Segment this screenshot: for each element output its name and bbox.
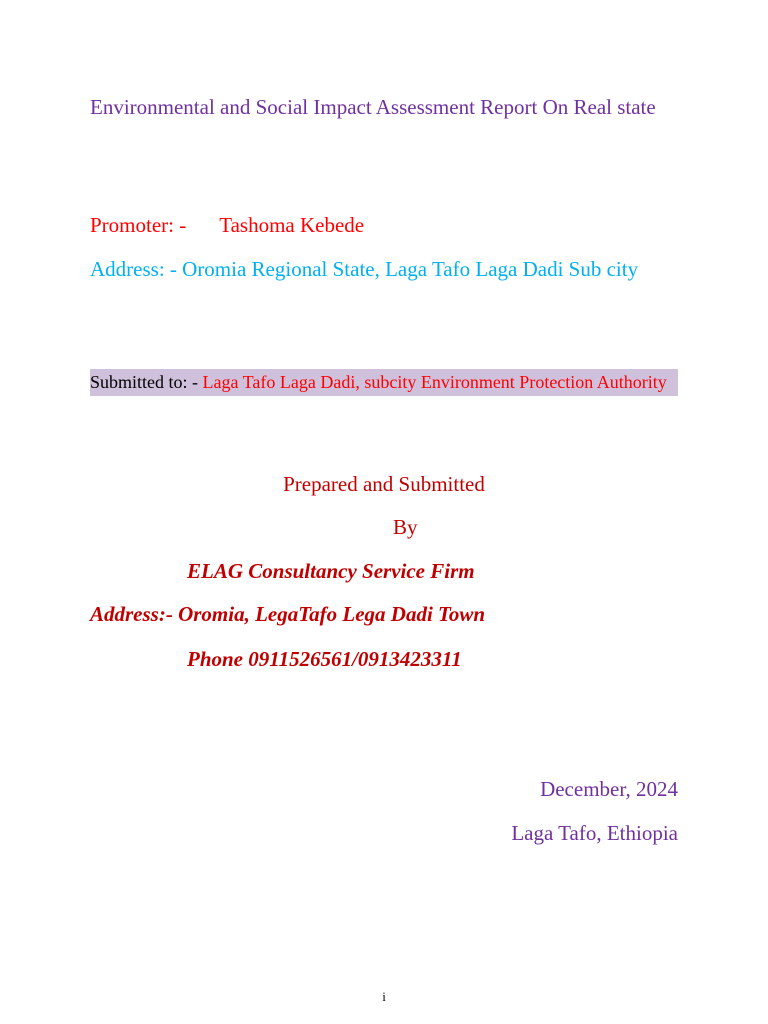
- promoter-label: Promoter: -: [90, 213, 187, 237]
- submitted-to-recipient: Laga Tafo Laga Dadi, subcity Environment Protection Authority: [202, 372, 667, 392]
- consultant-address: Address:- Oromia, LegaTafo Lega Dadi Town: [90, 602, 486, 626]
- promoter-address: Address: - Oromia Regional State, Laga Tafo Laga Dadi Sub city: [90, 257, 639, 281]
- prepared-and-submitted: Prepared and Submitted: [283, 472, 485, 496]
- report-place: Laga Tafo, Ethiopia: [511, 821, 678, 845]
- promoter-line: [90, 210, 678, 241]
- consultant-phone: Phone 0911526561/0913423311: [187, 647, 462, 671]
- prepared-by: By: [393, 515, 418, 539]
- submitted-to-label: Submitted to: -: [90, 372, 198, 392]
- promoter-name: Tashoma Kebede: [219, 213, 365, 237]
- report-date: December, 2024: [540, 777, 678, 801]
- page-number: i: [382, 989, 386, 1004]
- report-title: Environmental and Social Impact Assessment Report On Real state: [90, 95, 656, 119]
- submitted-to-block: [90, 369, 678, 396]
- consultant-firm-name: ELAG Consultancy Service Firm: [187, 559, 475, 583]
